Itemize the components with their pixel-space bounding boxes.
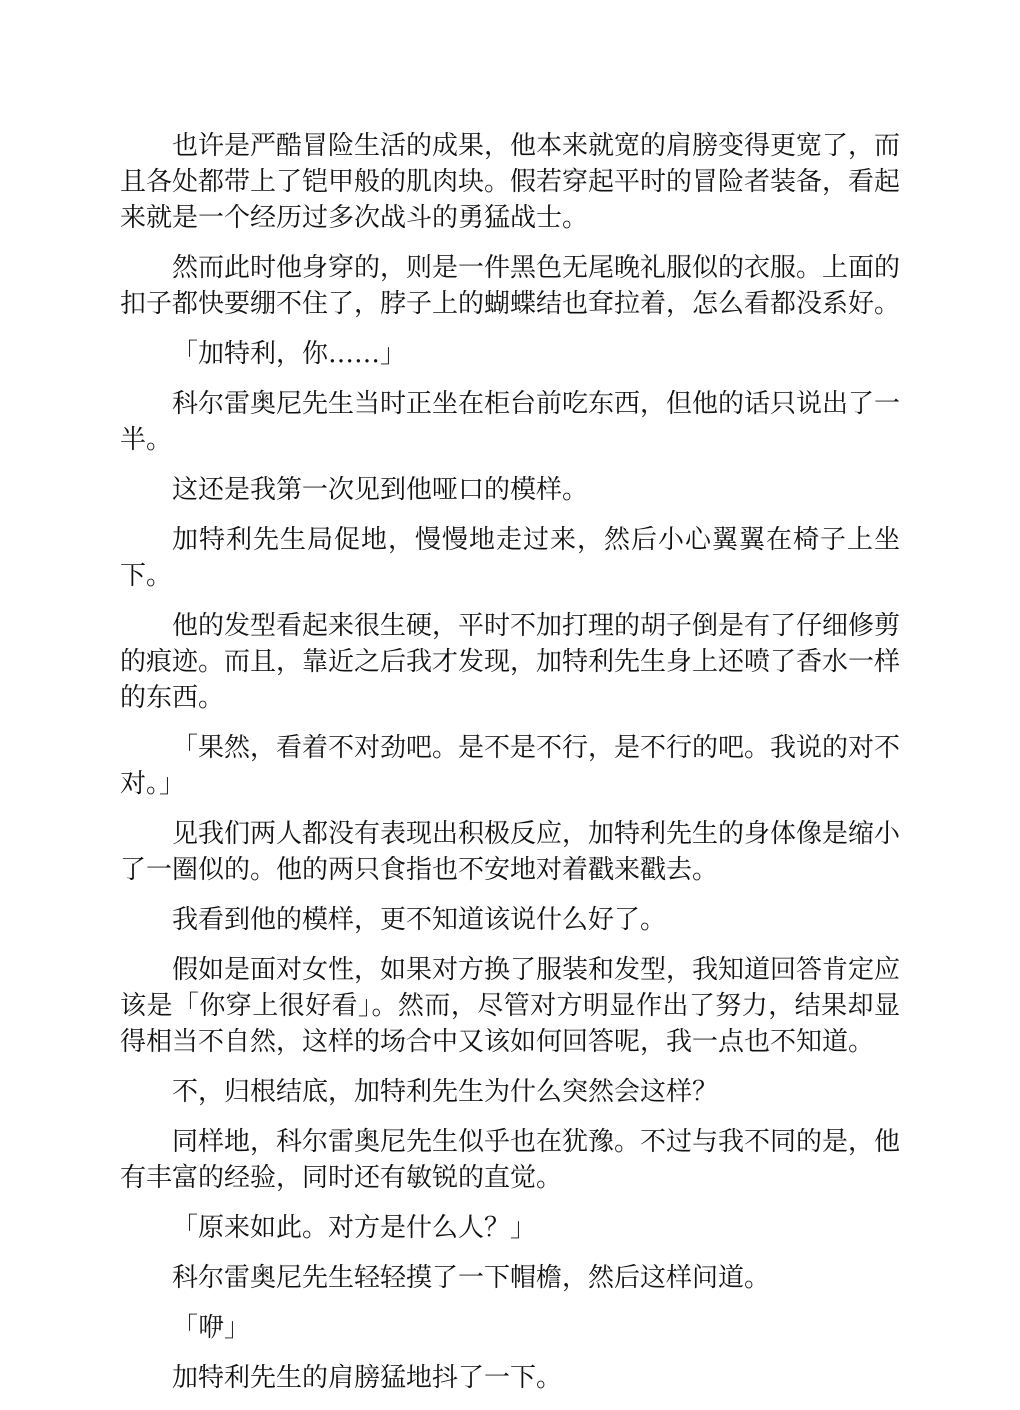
paragraph: 加特利先生局促地，慢慢地走过来，然后小心翼翼在椅子上坐下。 <box>120 525 900 591</box>
paragraph: 科尔雷奥尼先生轻轻摸了一下帽檐，然后这样问道。 <box>172 1263 771 1293</box>
dialogue-paragraph: 「加特利，你……」 <box>172 339 407 369</box>
paragraph: 然而此时他身穿的，则是一件黑色无尾晚礼服似的衣服。上面的扣子都快要绷不住了，脖子上的蝴蝶结也耷拉着，怎么看都没系好。 <box>120 253 901 319</box>
paragraph: 这还是我第一次见到他哑口的模样。 <box>172 475 589 505</box>
paragraph: 我看到他的模样，更不知道该说什么好了。 <box>172 905 667 935</box>
paragraph: 也许是严酷冒险生活的成果，他本来就宽的肩膀变得更宽了，而且各处都带上了铠甲般的肌肉块。假若穿起平时的冒险者装备，看起来就是一个经历过多次战斗的勇猛战士。 <box>120 131 901 233</box>
paragraph: 加特利先生的肩膀猛地抖了一下。 <box>172 1363 563 1393</box>
paragraph: 他的发型看起来很生硬，平时不加打理的胡子倒是有了仔细修剪的痕迹。而且，靠近之后我才发现，加特利先生身上还喷了香水一样的东西。 <box>120 611 901 713</box>
dialogue-paragraph: 「原来如此。对方是什么人？」 <box>172 1213 537 1243</box>
paragraph: 科尔雷奥尼先生当时正坐在柜台前吃东西，但他的话只说出了一半。 <box>120 389 901 455</box>
paragraph: 假如是面对女性，如果对方换了服装和发型，我知道回答肯定应该是「你穿上很好看」。然而，尽管对方明显作出了努力，结果却显得相当不自然，这样的场合中又该如何回答呢，我一点也不知道。 <box>120 955 901 1057</box>
paragraph: 不，归根结底，加特利先生为什么突然会这样？ <box>172 1077 719 1107</box>
paragraph: 同样地，科尔雷奥尼先生似乎也在犹豫。不过与我不同的是，他有丰富的经验，同时还有敏锐的直觉。 <box>120 1127 901 1193</box>
dialogue-paragraph: 「果然，看着不对劲吧。是不是不行，是不行的吧。我说的对不对。」 <box>120 733 901 799</box>
dialogue-paragraph: 「咿」 <box>172 1313 251 1343</box>
text-body <box>120 128 900 1410</box>
paragraph: 见我们两人都没有表现出积极反应，加特利先生的身体像是缩小了一圈似的。他的两只食指也不安地对着戳来戳去。 <box>120 819 901 885</box>
